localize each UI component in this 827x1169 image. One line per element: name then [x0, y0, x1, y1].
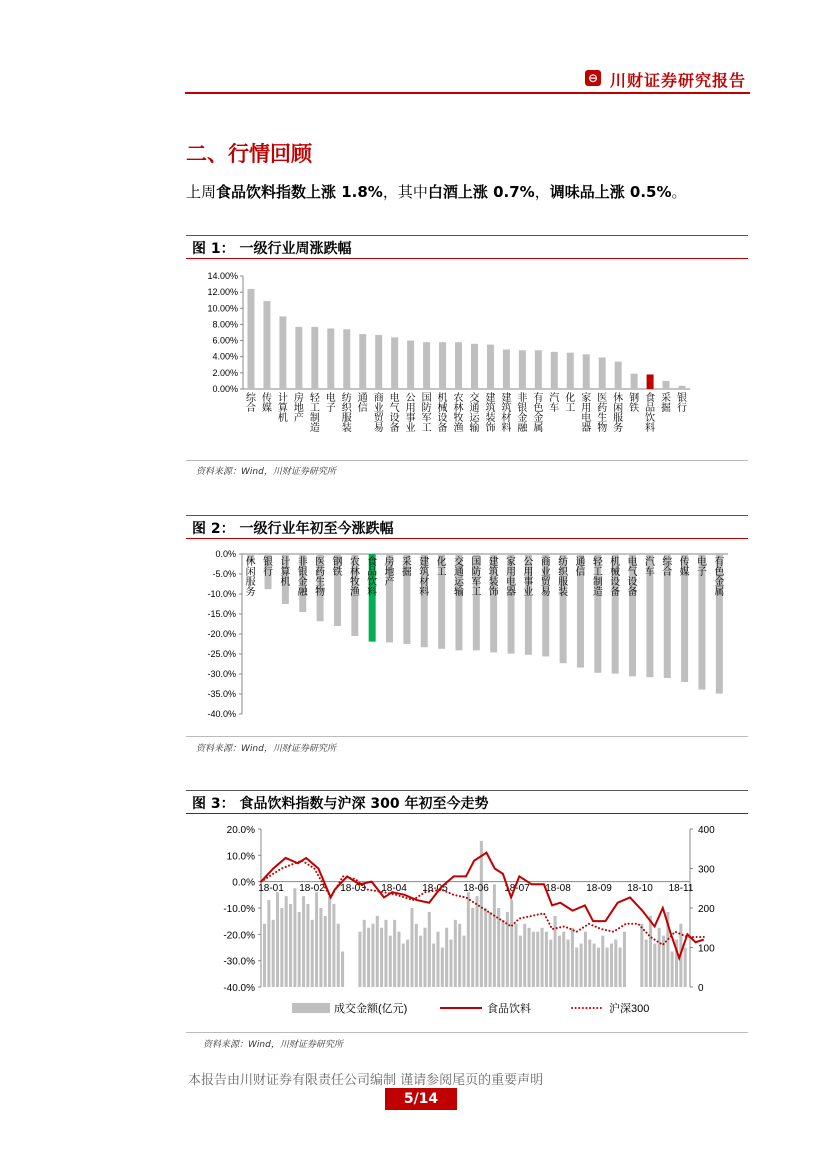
x-tick-label: 休闲服务: [245, 557, 256, 598]
left-tick-label: -30.0%: [223, 956, 255, 968]
volume-bar: [458, 924, 461, 987]
volume-bar: [606, 948, 609, 988]
x-tick-label: 建筑装饰: [488, 557, 499, 598]
y-tick-label: 14.00%: [207, 271, 238, 281]
volume-bar: [337, 924, 340, 987]
section-title: 二、行情回顾: [186, 141, 312, 166]
x-tick-label: 纺织服装: [341, 393, 352, 434]
divider: [186, 736, 748, 737]
x-tick-label: 建筑装饰: [485, 393, 496, 434]
volume-bar: [423, 928, 426, 987]
x-tick-label: 商业贸易: [373, 393, 384, 434]
volume-bar: [406, 940, 409, 987]
x-tick-label: 公用事业: [405, 393, 416, 434]
volume-bar: [367, 928, 370, 987]
volume-bar: [467, 892, 470, 987]
figure-3-header: [186, 790, 748, 814]
y-tick-label: -10.0%: [207, 589, 236, 599]
page-number: 5/14: [385, 1088, 457, 1110]
y-tick-label: -15.0%: [207, 609, 236, 619]
volume-bar: [328, 896, 331, 987]
volume-bar: [371, 924, 374, 987]
x-tick-label: 通信: [357, 393, 368, 414]
left-tick-label: -20.0%: [223, 930, 255, 942]
bar: [471, 344, 478, 389]
header-divider: [185, 92, 750, 94]
x-tick-label: 18-07: [504, 882, 530, 894]
bar: [615, 362, 622, 389]
divider: [186, 1032, 748, 1033]
volume-bar: [402, 944, 405, 987]
x-tick-label: 传媒: [679, 557, 690, 578]
x-tick-label: 电子: [325, 393, 336, 414]
volume-bar: [536, 932, 539, 987]
volume-bar: [358, 932, 361, 987]
left-tick-label: 10.0%: [226, 851, 255, 863]
volume-bar: [436, 932, 439, 987]
x-tick-label: 电气设备: [389, 393, 400, 434]
bar: [439, 342, 446, 389]
company-logo-icon: ⊖: [585, 70, 601, 86]
volume-bar: [645, 940, 648, 987]
left-tick-label: -40.0%: [223, 983, 255, 994]
volume-bar: [410, 908, 413, 987]
bar: [679, 386, 686, 389]
y-tick-label: 0.00%: [212, 384, 238, 394]
volume-bar: [554, 916, 557, 987]
volume-bar: [614, 940, 617, 987]
x-tick-label: 非银金融: [297, 557, 308, 598]
x-tick-label: 交通运输: [469, 393, 480, 434]
x-tick-label: 非银金融: [517, 393, 528, 434]
volume-bar: [471, 908, 474, 987]
intro-text: 上周: [186, 183, 217, 201]
x-tick-label: 机械设备: [437, 393, 448, 434]
right-tick-label: 400: [698, 825, 715, 836]
x-tick-label: 家用电器: [506, 557, 517, 598]
bar: [311, 327, 318, 389]
x-tick-label: 18-05: [422, 882, 448, 894]
volume-bar: [302, 896, 305, 987]
divider: [186, 460, 748, 461]
chart-weekly-industry-change: [0, 260, 827, 460]
intro-bold: 食品饮料指数上涨 1.8%: [216, 183, 383, 201]
intro-text: ，: [534, 183, 550, 201]
x-tick-label: 建筑材料: [501, 393, 512, 434]
volume-bar: [376, 916, 379, 987]
left-tick-label: 20.0%: [226, 825, 255, 836]
x-tick-label: 传媒: [261, 393, 272, 414]
bar: [583, 354, 590, 389]
volume-bar: [449, 940, 452, 987]
report-header-title: 川财证券研究报告: [610, 71, 747, 90]
volume-bar: [558, 936, 561, 987]
bar: [647, 374, 654, 389]
y-tick-label: -30.0%: [207, 669, 236, 679]
volume-bar: [562, 932, 565, 987]
volume-bar: [298, 912, 301, 987]
figure-2-title: 图 2： 一级行业年初至今涨跌幅: [192, 521, 394, 537]
x-tick-label: 轻工制造: [592, 557, 603, 598]
volume-bar: [671, 951, 674, 987]
volume-bar: [315, 892, 318, 987]
volume-bar: [393, 920, 396, 987]
bar: [455, 342, 462, 389]
x-tick-label: 医药生物: [315, 557, 326, 598]
y-tick-label: 8.00%: [212, 319, 238, 330]
volume-bar: [380, 928, 383, 987]
volume-bar: [311, 920, 314, 987]
x-tick-label: 18-10: [627, 882, 653, 894]
volume-bar: [384, 920, 387, 987]
chart-food-vs-hs300: [0, 815, 827, 1030]
intro-bold: 调味品上涨 0.5%: [549, 183, 672, 201]
x-tick-label: 采掘: [401, 557, 412, 578]
volume-bar: [432, 944, 435, 987]
bar: [359, 334, 366, 389]
intro-paragraph: [186, 181, 687, 202]
figure-3-source: 资料来源：Wind，川财证券研究所: [203, 1040, 343, 1050]
volume-bar: [285, 896, 288, 987]
x-tick-label: 银行: [677, 393, 688, 414]
volume-bar: [502, 920, 505, 987]
bar: [551, 352, 558, 389]
x-tick-label: 国防军工: [421, 393, 432, 434]
volume-bar: [276, 892, 279, 987]
y-tick-label: 10.00%: [207, 303, 238, 314]
x-tick-label: 18-06: [463, 882, 489, 894]
volume-bar: [263, 924, 266, 987]
x-tick-label: 18-11: [668, 882, 694, 894]
volume-bar: [588, 940, 591, 987]
bar: [487, 345, 494, 389]
y-tick-label: 2.00%: [212, 367, 238, 378]
volume-bar: [567, 940, 570, 987]
figure-1-source: 资料来源：Wind，川财证券研究所: [196, 467, 336, 477]
y-tick-label: 4.00%: [212, 351, 238, 362]
bar: [631, 374, 638, 389]
x-tick-label: 房地产: [293, 393, 304, 424]
bar: [247, 289, 254, 389]
chart-ytd-industry-change: [0, 540, 827, 730]
volume-bar: [545, 932, 548, 987]
volume-bar: [484, 908, 487, 987]
volume-bar: [597, 948, 600, 988]
bar: [343, 329, 350, 389]
volume-bar: [428, 912, 431, 987]
volume-bar: [289, 904, 292, 987]
volume-bar: [489, 912, 492, 987]
figure-3-title: 图 3： 食品饮料指数与沪深 300 年初至今走势: [192, 796, 489, 812]
volume-bar: [415, 924, 418, 987]
x-tick-label: 钢铁: [629, 393, 640, 414]
volume-bar: [528, 928, 531, 987]
x-tick-label: 汽车: [549, 393, 560, 414]
x-tick-label: 商业贸易: [540, 557, 551, 598]
right-tick-label: 300: [698, 864, 715, 876]
x-tick-label: 综合: [662, 557, 673, 578]
volume-bar: [419, 936, 422, 987]
volume-bar: [684, 948, 687, 988]
x-tick-label: 纺织服装: [558, 557, 569, 598]
figure-1-header: [186, 235, 748, 259]
x-tick-label: 公用事业: [523, 557, 534, 598]
x-tick-label: 食品饮料: [367, 557, 378, 598]
x-tick-label: 农林牧渔: [349, 557, 360, 598]
figure-1-title: 图 1： 一级行业周涨跌幅: [192, 241, 352, 257]
bar: [663, 381, 670, 389]
x-tick-label: 休闲服务: [613, 393, 624, 434]
volume-bar: [445, 928, 448, 987]
volume-bar: [441, 948, 444, 988]
volume-bar: [389, 936, 392, 987]
y-tick-label: -35.0%: [207, 689, 236, 699]
bar: [423, 342, 430, 389]
volume-bar: [324, 916, 327, 987]
bar: [503, 349, 510, 389]
volume-bar: [319, 908, 322, 987]
volume-bar: [610, 944, 613, 987]
x-tick-label: 化工: [565, 393, 576, 414]
volume-bar: [532, 932, 535, 987]
x-tick-label: 轻工制造: [309, 393, 320, 434]
left-tick-label: -10.0%: [223, 904, 255, 915]
x-tick-label: 计算机: [280, 557, 291, 588]
figure-2-source: 资料来源：Wind，川财证券研究所: [196, 744, 336, 754]
left-tick-label: 0.0%: [232, 877, 255, 889]
volume-bar: [280, 908, 283, 987]
x-tick-label: 银行: [263, 557, 274, 578]
x-tick-label: 18-04: [381, 882, 407, 894]
volume-bar: [510, 900, 513, 987]
volume-bar: [584, 932, 587, 987]
volume-bar: [541, 928, 544, 987]
y-tick-label: 12.00%: [207, 287, 238, 298]
volume-bar: [519, 936, 522, 987]
volume-bar: [272, 920, 275, 987]
volume-bar: [306, 904, 309, 987]
right-tick-label: 200: [698, 904, 715, 915]
bar: [535, 350, 542, 389]
bar: [327, 328, 334, 389]
figure-2-header: [186, 515, 748, 539]
x-tick-label: 通信: [575, 557, 586, 578]
volume-bar: [549, 940, 552, 987]
y-tick-label: -25.0%: [207, 649, 236, 659]
x-tick-label: 综合: [245, 393, 256, 414]
bar: [295, 327, 302, 389]
x-tick-label: 汽车: [644, 557, 655, 578]
right-tick-label: 0: [698, 983, 704, 994]
volume-bar: [619, 948, 622, 988]
x-tick-label: 交通运输: [453, 557, 464, 598]
x-tick-label: 食品饮料: [645, 393, 656, 434]
legend-volume-label: 成交金额(亿元): [334, 1003, 408, 1015]
volume-bar: [658, 928, 661, 987]
y-tick-label: 0.0%: [215, 549, 236, 559]
x-tick-label: 农林牧渔: [453, 393, 464, 434]
volume-bar: [267, 900, 270, 987]
x-tick-label: 采掘: [661, 393, 672, 414]
bar: [407, 341, 414, 389]
x-tick-label: 电气设备: [627, 557, 638, 598]
x-tick-label: 计算机: [277, 393, 288, 424]
x-tick-label: 钢铁: [332, 557, 343, 578]
x-tick-label: 建筑材料: [419, 557, 430, 598]
volume-bar: [363, 920, 366, 987]
x-tick-label: 家用电器: [581, 393, 592, 434]
x-tick-label: 国防军工: [471, 557, 482, 598]
volume-bar: [397, 932, 400, 987]
legend-food-label: 食品饮料: [487, 1003, 531, 1015]
bar: [391, 337, 398, 389]
y-tick-label: 6.00%: [212, 335, 238, 346]
x-tick-label: 化工: [436, 557, 447, 578]
volume-bar: [493, 884, 496, 987]
right-tick-label: 100: [698, 943, 715, 955]
intro-text: ，其中: [382, 183, 428, 201]
x-tick-label: 18-08: [545, 882, 571, 894]
volume-bar: [653, 944, 656, 987]
volume-bar: [623, 932, 626, 987]
volume-bar: [462, 936, 465, 987]
volume-bar: [571, 928, 574, 987]
legend-volume-swatch: [292, 1003, 330, 1013]
x-tick-label: 房地产: [384, 557, 395, 588]
x-tick-label: 有色金属: [714, 557, 725, 598]
intro-text: 。: [671, 183, 687, 201]
volume-bar: [580, 944, 583, 987]
bar: [519, 350, 526, 389]
x-tick-label: 有色金属: [533, 393, 544, 434]
volume-bar: [515, 924, 518, 987]
intro-bold: 白酒上涨 0.7%: [427, 183, 535, 201]
volume-bar: [593, 944, 596, 987]
x-tick-label: 18-01: [258, 882, 284, 894]
volume-bar: [341, 951, 344, 987]
volume-bar: [480, 841, 483, 987]
bar: [263, 301, 270, 389]
bar: [567, 353, 574, 389]
bar: [599, 358, 606, 389]
volume-bar: [601, 936, 604, 987]
volume-bar: [649, 916, 652, 987]
volume-bar: [523, 924, 526, 987]
x-tick-label: 医药生物: [597, 393, 608, 434]
legend-hs300-label: 沪深300: [609, 1003, 650, 1015]
x-tick-label: 机械设备: [610, 557, 621, 598]
footer-disclaimer: 本报告由川财证券有限责任公司编制 谨请参阅尾页的重要声明: [188, 1073, 544, 1088]
y-tick-label: -20.0%: [207, 629, 236, 639]
volume-bar: [454, 920, 457, 987]
x-tick-label: 18-09: [586, 882, 612, 894]
y-tick-label: -5.0%: [212, 569, 236, 579]
volume-bar: [293, 888, 296, 987]
x-tick-label: 电子: [696, 557, 707, 578]
y-tick-label: -40.0%: [207, 709, 236, 719]
volume-bar: [640, 924, 643, 987]
x-tick-label: 18-02: [299, 882, 325, 894]
volume-bar: [332, 904, 335, 987]
bar: [375, 335, 382, 389]
volume-bar: [575, 948, 578, 988]
bar: [279, 316, 286, 389]
volume-bar: [476, 896, 479, 987]
x-tick-label: 18-03: [340, 882, 366, 894]
